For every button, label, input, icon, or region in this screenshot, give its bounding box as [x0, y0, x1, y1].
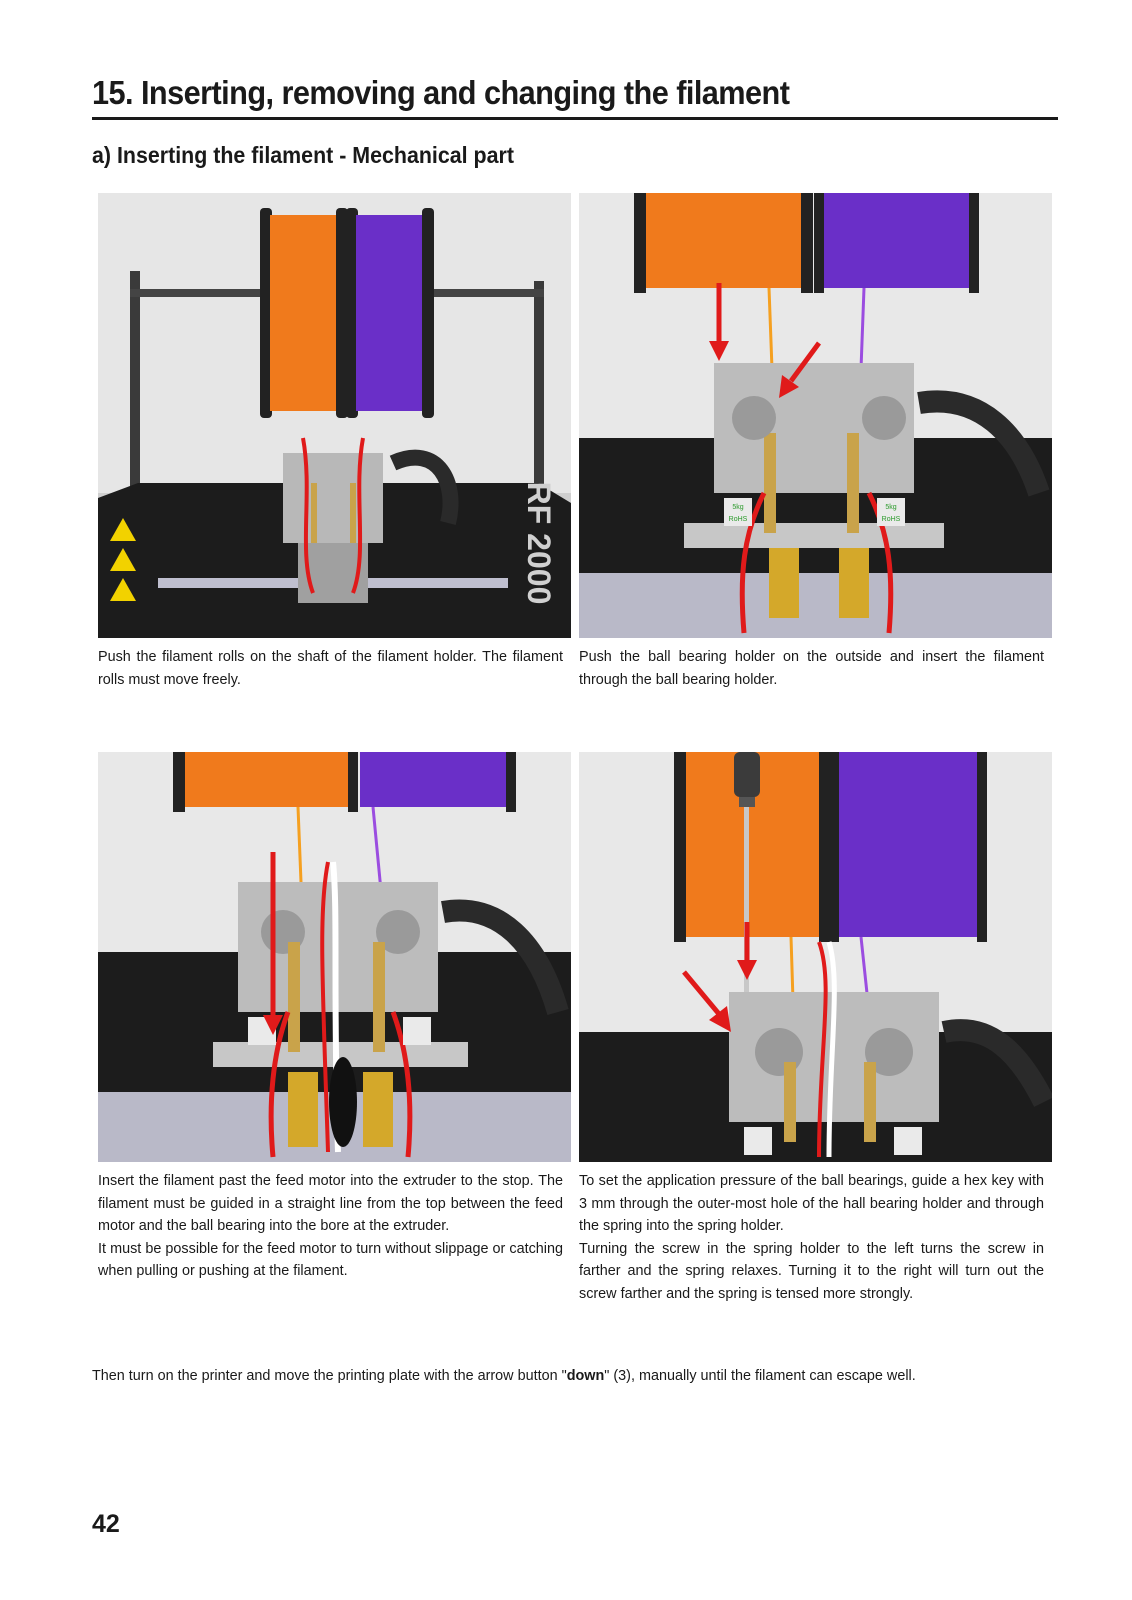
footer-text-before: Then turn on the printer and move the printing plate with the arrow button " — [92, 1368, 567, 1384]
footer-bold-word: down — [566, 1368, 605, 1384]
label-5kg-left: 5kg — [732, 504, 744, 511]
caption-text-1: To set the application pressure of the ball bearings, guide a hex key with 3 mm through the outer-most hole of the hall bearing holder and through the spring into the spring holder. — [579, 1173, 1044, 1234]
caption-photo-3 — [98, 1170, 563, 1283]
title-divider — [92, 117, 1058, 120]
photo-insert-filament — [98, 752, 571, 1162]
page-title: 15. Inserting, removing and changing the filament — [92, 74, 790, 111]
section-heading: a) Inserting the filament - Mechanical part — [92, 142, 514, 168]
photo-filament-holder — [98, 193, 571, 638]
photo-ball-bearing-holder — [579, 193, 1052, 638]
caption-text: Push the ball bearing holder on the outside and insert the filament through the ball bearing holder. — [579, 649, 1044, 688]
photo-hex-key-adjust — [579, 752, 1052, 1162]
printer-brand-label: RF 2000 — [521, 481, 557, 605]
label-rohs-left: RoHS — [728, 516, 748, 523]
caption-photo-2 — [579, 646, 1044, 691]
label-rohs-right: RoHS — [881, 516, 901, 523]
caption-text: Push the filament rolls on the shaft of the filament holder. The filament rolls must move freely. — [98, 649, 563, 688]
caption-photo-1 — [98, 646, 563, 691]
caption-photo-4 — [579, 1170, 1044, 1305]
label-5kg-right: 5kg — [885, 504, 897, 511]
caption-text-1: Insert the filament past the feed motor into the extruder to the stop. The filament must be guided in a straight line from the top between the feed motor and the ball bearing into the bore at the extruder. — [98, 1173, 563, 1234]
page-number: 42 — [92, 1510, 120, 1538]
footer-instruction — [92, 1368, 916, 1384]
caption-text-2: Turning the screw in the spring holder to the left turns the screw in farther and the spring relaxes. Turning it to the right will turn out the screw farther and the spring is tensed more strongly. — [579, 1240, 1044, 1302]
footer-text-after: " (3), manually until the filament can escape well. — [604, 1368, 916, 1384]
caption-text-2: It must be possible for the feed motor to turn without slippage or catching when pulling or pushing at the filament. — [98, 1240, 563, 1279]
